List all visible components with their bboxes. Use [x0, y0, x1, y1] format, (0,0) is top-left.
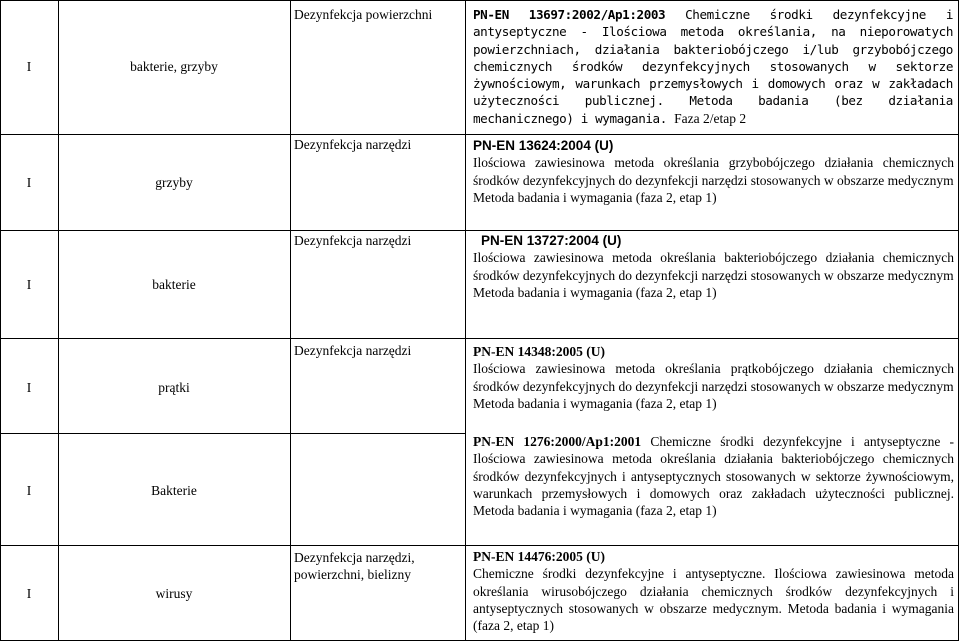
- organisms-cell: prątki: [158, 380, 190, 395]
- application-cell: Dezynfekcja powierzchni: [294, 7, 433, 22]
- standard-cell: [473, 548, 954, 634]
- class-cell: I: [26, 175, 32, 190]
- standard-description: Chemiczne środki dezynfekcyjne i antyseptyczne. Ilościowa zawiesinowa metoda określania wirusobójczego działania chemicznych środków dezynfekcyjnych i antyseptycznych stosowanych w obszarze medycznym. Metoda badania i wymagania (faza 2, etap 1): [473, 566, 954, 634]
- standard-method: Metoda badania i wymagania (faza 2, etap 1): [473, 395, 717, 411]
- standard-code: PN-EN 13697:2002/Ap1:2003: [473, 7, 666, 22]
- standard-code: PN-EN 13624:2004 (U): [473, 138, 614, 153]
- standard-cell: [473, 343, 954, 412]
- class-cell: I: [26, 59, 32, 74]
- class-cell: I: [26, 277, 32, 292]
- application-cell: Dezynfekcja narzędzi: [294, 343, 412, 358]
- standard-phase: Faza 2/etap 2: [674, 110, 747, 126]
- class-cell: I: [26, 483, 32, 498]
- standard-description: Ilościowa zawiesinowa metoda określania prątkobójczego działania chemicznych środków dezynfekcyjnych do dezynfekcji narzędzi stosowanych w obszarze medycznym: [473, 361, 954, 394]
- standard-code: PN-EN 14348:2005 (U): [473, 344, 605, 359]
- standard-cell: [473, 232, 954, 301]
- standard-method: Metoda badania i wymagania (faza 2, etap 1): [473, 284, 717, 300]
- table-border-top: [0, 0, 959, 1]
- standard-description: Ilościowa zawiesinowa metoda określania bakteriobójczego działania chemicznych środków dezynfekcyjnych do dezynfekcji narzędzi stosowanych w obszarze medycznym: [473, 250, 954, 283]
- standard-code: PN-EN 1276:2000/Ap1:2001: [473, 434, 642, 449]
- row-divider: [0, 134, 959, 135]
- row-divider: [0, 230, 959, 231]
- standard-description: Chemiczne środki dezynfekcyjne i antyseptyczne - Ilościowa metoda określania, na nieporowatych powierzchniach, działania bakteriobójczego i/lub grzybobójczego chemicznych środków dezynfekcyjnych stosowanych w sektorze żywnościowym, warunkach przemysłowych i domowych oraz w zakładach użyteczności publicznej. Metoda badania (bez działania mechanicznego) i wymagania.: [473, 7, 954, 126]
- organisms-cell: bakterie, grzyby: [130, 59, 218, 74]
- application-cell: Dezynfekcja narzędzi: [294, 137, 412, 152]
- row-divider-partial: [0, 433, 465, 434]
- organisms-cell: wirusy: [155, 586, 193, 601]
- standard-cell: [473, 433, 954, 519]
- standard-code: PN-EN 14476:2005 (U): [473, 549, 605, 564]
- class-cell: I: [26, 380, 32, 395]
- standard-cell: [473, 137, 954, 206]
- application-cell: Dezynfekcja narzędzi: [294, 233, 412, 248]
- row-divider: [0, 545, 959, 546]
- application-cell: Dezynfekcja narzędzi, powierzchni, bielizny: [294, 550, 415, 583]
- standard-description: Chemiczne środki dezynfekcyjne i antyseptyczne - Ilościowa zawiesinowa metoda określania działania bakteriobójczego chemicznych środków dezynfekcyjnych i antyseptycznych stosowanych w sektorze żywnościowym, warunkach przemysłowych i domowych oraz zakładach użyteczności publicznej. Metoda badania i wymagania (faza 2, etap 1): [473, 434, 954, 519]
- row-divider: [0, 338, 959, 339]
- organisms-cell: grzyby: [155, 175, 193, 190]
- standard-cell: [473, 6, 953, 127]
- organisms-cell: bakterie: [152, 277, 196, 292]
- standard-method: Metoda badania i wymagania (faza 2, etap 1): [473, 189, 717, 205]
- class-cell: I: [26, 586, 32, 601]
- standard-description: Ilościowa zawiesinowa metoda określania grzybobójczego działania chemicznych środków dezynfekcyjnych do dezynfekcji narzędzi stosowanych w obszarze medycznym: [473, 155, 954, 188]
- organisms-cell: Bakterie: [151, 483, 197, 498]
- standard-code: PN-EN 13727:2004 (U): [481, 233, 622, 248]
